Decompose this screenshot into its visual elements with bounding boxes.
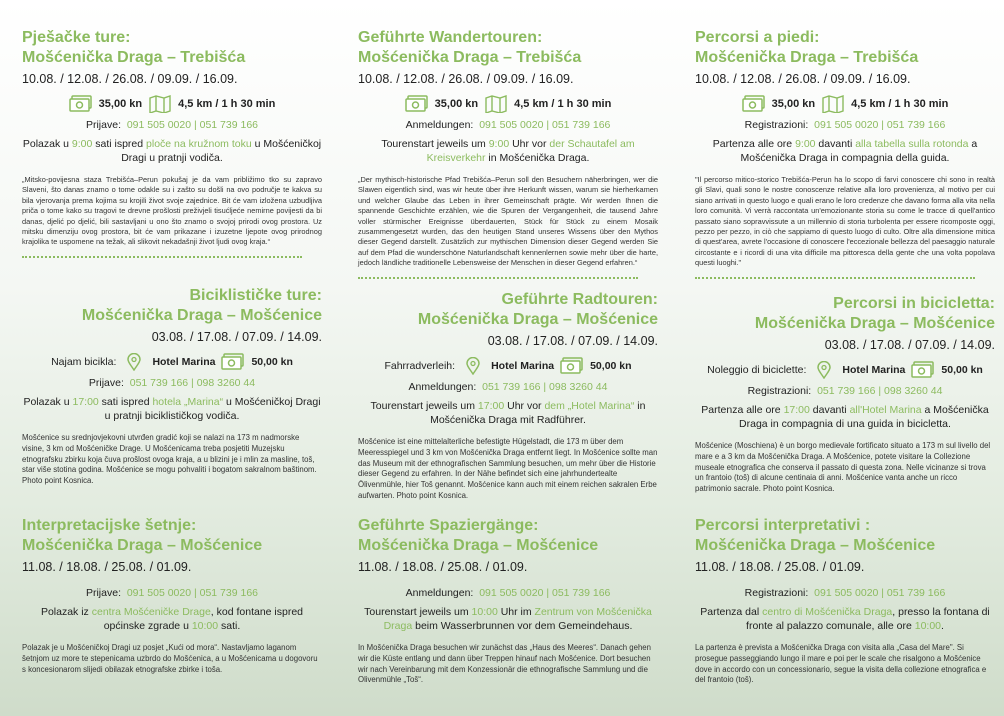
walk-dates: 10.08. / 12.08. / 26.08. / 09.09. / 16.09. (358, 72, 574, 86)
interp-dates: 11.08. / 18.08. / 25.08. / 01.09. (22, 560, 192, 574)
walk-info: 35,00 kn 4,5 km / 1 h 30 min (358, 93, 658, 115)
bike-description: Mošćenice su srednjovjekovni utvrđen gradić koji se nalazi na 173 m nadmorske visine, 3 km od Mošćeničke Drage. U Mošćenicama treba posjetiti Muzejsku etnografsku zbirku koja čuva prošlost ovoga kraja, a u blizini je i mlin za masline, toš, star više stotina godina. Mošćenice se mogu pohvaliti i bogatom sakralnom baštinom. Photo point Kosnica. (22, 433, 317, 486)
money-icon (742, 95, 766, 113)
bike-rental: Fahrradverleih: Hotel Marina 50,00 kn (358, 355, 658, 377)
bike-title: Percorsi in bicicletta: Mošćenička Draga – Mošćenice (754, 295, 995, 332)
interp-dates: 11.08. / 18.08. / 25.08. / 01.09. (695, 560, 865, 574)
walk-start-info: Partenza alle ore 9:00 davanti alla tabella sulla rotonda a Mošćenička Draga in compagnia della guida. (712, 138, 978, 164)
walk-title: Percorsi a piedi: Mošćenička Draga – Trebišća (695, 29, 919, 66)
walk-dates: 10.08. / 12.08. / 26.08. / 09.09. / 16.09. (695, 72, 911, 86)
column-croatian (22, 28, 322, 708)
divider (22, 256, 302, 258)
interp-start-info: Polazak iz centra Mošćeničke Drage, kod fontane ispred općinske zgrade u 10:00 sati. (40, 606, 304, 632)
walk-section (358, 28, 658, 279)
phone-numbers[interactable]: 051 739 166 | 098 3260 44 (129, 377, 256, 389)
location-pin-icon (122, 353, 146, 371)
bike-registration: Registrazioni: 051 739 166 | 098 3260 44 (747, 385, 943, 397)
bike-dates: 03.08. / 17.08. / 07.09. / 14.09. (824, 338, 995, 352)
bike-registration: Prijave: 051 739 166 | 098 3260 44 (88, 377, 256, 389)
bike-title: Biciklističke ture: Mošćenička Draga – Mošćenice (81, 287, 322, 324)
interp-registration: Registrazioni: 091 505 0020 | 051 739 166 (744, 587, 946, 599)
bike-description: Mošćenice ist eine mittelalterliche befestigte Hügelstadt, die 173 m über dem Meeresspiegel und 3 km von Mošćenička Draga entfernt liegt. In Mošćenice sollte man das Museum mit der ethnografischen Sammlung besuchen, um mehr über die Historie dieser Gegend zu erfahren. In der Nähe befindet sich eine jahrhundertealte Ölivenmühle, hier Toš genannt. Mošćenice kann auch mit einem reichen sakralen Erbe aufwarten. Photo point Kosnica. (358, 437, 658, 500)
map-icon (148, 95, 172, 113)
interp-title: Percorsi interpretativi : Mošćenička Draga – Mošćenice (695, 517, 936, 554)
money-icon (560, 357, 584, 375)
walk-title: Geführte Wandertouren: Mošćenička Draga – Trebišća (358, 29, 582, 66)
map-icon (821, 95, 845, 113)
interp-start-info: Tourenstart jeweils um 10:00 Uhr im Zentrum von Mošćenička Draga beim Wasserbrunnen vor dem Gemeindehaus. (364, 606, 652, 632)
interp-title: Interpretacijske šetnje: Mošćenička Draga – Mošćenice (22, 517, 263, 554)
map-icon (484, 95, 508, 113)
bike-registration: Anmeldungen: 051 739 166 | 098 3260 44 (408, 381, 608, 393)
column-german (358, 28, 658, 708)
bike-section (22, 286, 322, 487)
bike-start-info: Polazak u 17:00 sati ispred hotela „Marina“ u Mošćeničkoj Dragi u pratnji biciklističkog vodiča. (23, 396, 321, 422)
bike-dates: 03.08. / 17.08. / 07.09. / 14.09. (487, 334, 658, 348)
money-icon (405, 95, 429, 113)
interp-title: Geführte Spaziergänge: Mošćenička Draga – Mošćenice (358, 517, 599, 554)
interp-section (22, 516, 322, 675)
money-icon (69, 95, 93, 113)
interp-section (695, 516, 995, 686)
walk-description: "Il percorso mitico-storico Trebišća-Perun ha lo scopo di farvi conoscere chi sono in realtà gli Slavi, quali sono le nostre conoscenze relative alla loro provenienza, al motivo per cui siano arrivati in questo luogo e quali erano le loro credenze che davano forma alla vita nella loro comunità. Vi verrà raccontata un'emozionante storia su come le tracce di quell'antico passato siano sopravvissute a un millennio di storia turbolenta per essere ricomposte oggi, pezzo per pezzo, in ciò che sappiamo di questo luogo di culto. Oltre alla dimensione mitica di quest'area, avrete l'occasione di conoscere l'eccezionale bellezza del paesaggio naturale circostante e i ricordi di una vita difficile ma pittoresca della gente che una volta popolava questi luoghi." (695, 175, 995, 268)
interp-description: La partenza è prevista a Mošćenička Draga con visita alla „Casa del Mare". Si prosegue passeggiando lungo il mare e poi per le scale che risalgono a Mošćenice dove in accordo con un concessionario, segue la visita della collezione etnografica e del frantoio (toš). (695, 643, 987, 685)
walk-title: Pješačke ture: Mošćenička Draga – Trebišća (22, 29, 246, 66)
phone-numbers[interactable]: 091 505 0020 | 051 739 166 (126, 587, 259, 599)
bike-section (358, 290, 658, 502)
phone-numbers[interactable]: 091 505 0020 | 051 739 166 (814, 587, 946, 599)
location-pin-icon (461, 357, 485, 375)
interp-registration: Anmeldungen: 091 505 0020 | 051 739 166 (405, 587, 611, 599)
bike-rental: Noleggio di biciclette: Hotel Marina 50,00 kn (695, 359, 995, 381)
walk-section (695, 28, 995, 279)
bike-start-info: Partenza alle ore 17:00 davanti all'Hotel Marina a Mošćenička Draga in compagnia di una guida in bicicletta. (701, 404, 989, 430)
interp-description: Polazak je u Mošćeničkoj Dragi uz posjet „Kući od mora“. Nastavljamo laganom šetnjom uz more te stepenicama uzbrdo do Mošćenica, a u Mošćenicama u dogovoru s koncesionarom slijedi obilazak etnografske zbirke i toša. (22, 643, 318, 674)
divider (695, 277, 975, 279)
interp-section (358, 516, 658, 686)
bike-rental: Najam bicikla: Hotel Marina 50,00 kn (22, 351, 322, 373)
interp-registration: Prijave: 091 505 0020 | 051 739 166 (85, 587, 259, 599)
phone-numbers[interactable]: 091 505 0020 | 051 739 166 (479, 587, 611, 599)
money-icon (911, 361, 935, 379)
interp-start-info: Partenza dal centro di Mošćenička Draga, presso la fontana di fronte al palazzo comunale, alle ore 10:00. (700, 606, 990, 632)
walk-dates: 10.08. / 12.08. / 26.08. / 09.09. / 16.09. (22, 72, 238, 86)
walk-section (22, 28, 322, 258)
bike-section (695, 294, 995, 495)
phone-numbers[interactable]: 051 739 166 | 098 3260 44 (817, 385, 943, 397)
money-icon (221, 353, 245, 371)
interp-description: In Mošćenička Draga besuchen wir zunächst das „Haus des Meeres“. Danach gehen wir die Küste entlang und dann über Treppen hinauf nach Mošćenice. Dort besuchen wir nach Vereinbarung mit dem Konzessionär die ethnografische Sammlung und die Olivenmühle „Toš“. (358, 643, 651, 685)
phone-numbers[interactable]: 091 505 0020 | 051 739 166 (126, 119, 259, 131)
walk-registration: Anmeldungen: 091 505 0020 | 051 739 166 (405, 119, 611, 131)
walk-info: 35,00 kn 4,5 km / 1 h 30 min (22, 93, 322, 115)
location-pin-icon (812, 361, 836, 379)
walk-start-info: Tourenstart jeweils um 9:00 Uhr vor der Schautafel am Kreisverkehr in Mošćenička Draga. (381, 138, 635, 164)
divider (358, 277, 638, 279)
walk-description: „Der mythisch-historische Pfad Trebišća–Perun soll den Besuchern näherbringen, wer die Slawen eigentlich sind, was wir heute über ihre Herkunft wissen, warum sie hierherkamen und welcher Glaube das Leben in ihrer Gemeinschaft prägte. Wir werden Ihnen die spannende Geschichte erzählen, wie die Spuren der Vergangenheit, die tausend Jahre voller stürmischer Ereignisse überdauerten, Stück für Stück zu einem Mosaik zusammengesetzt wurden, das den heutigen Stand unseres Wissens über den Mythos dieser Gegend darstellt. Zusätzlich zur mythischen Dimension dieser Gegend werden Sie auf dem Pfad die wunderschöne Naturlandschaft kennenlernen sowie mehr über die harte, jedoch ländliche traditionelle Lebensweise der Menschen in dieser Gegend erfahren.“ (358, 175, 658, 268)
walk-description: „Mitsko-povijesna staza Trebišća–Perun pokušaj je da vam približimo tko su zapravo Slaveni, što danas znamo o tome odakle su i zašto su došli na ovo područje te kakva su bila vjerovanja prema kojima su krojili život svoje zajednice. Bit će vam izložena uzbudljiva priča o tome kako su tragovi te drevne prošlosti preživjeli tisućljeće nemirne povijesti da bi danas, djelić po djelić, bili sastavljani u ono što znamo o svojoj prirodi ovog prostora. Uz mitsku dimenziju ovog prostora, bit će vam prikazane i izuzetne ljepote ovog prirodnog krajolika te uspomene na težak, ali slikovit nekadašnji život ljudi ovog kraja.“ (22, 175, 322, 247)
bike-dates: 03.08. / 17.08. / 07.09. / 14.09. (151, 330, 322, 344)
walk-start-info: Polazak u 9:00 sati ispred ploče na kružnom toku u Mošćeničkoj Dragi u pratnji vodiča. (22, 138, 322, 164)
phone-numbers[interactable]: 051 739 166 | 098 3260 44 (482, 381, 608, 393)
bike-start-info: Tourenstart jeweils um 17:00 Uhr vor dem „Hotel Marina“ in Mošćenička Draga mit Radführer. (370, 400, 646, 426)
walk-info: 35,00 kn 4,5 km / 1 h 30 min (695, 93, 995, 115)
phone-numbers[interactable]: 091 505 0020 | 051 739 166 (479, 119, 611, 131)
column-italian (695, 28, 995, 708)
bike-description: Mošćenice (Moschiena) è un borgo medievale fortificato situato a 173 m sul livello del mare e a 3 km da Mošćenička Draga. A Mošćenice, potete visitare la Collezione museale etnografica che conserva il passato di questa zona. Nelle vicinanze si trova un frantoio (toš) di alcune centinaia di anni. Mošćenice vanta anche un ricco patrimonio sacrale. Photo point Kosnica. (695, 441, 991, 494)
phone-numbers[interactable]: 091 505 0020 | 051 739 166 (814, 119, 946, 131)
bike-title: Geführte Radtouren: Mošćenička Draga – Mošćenice (417, 291, 658, 328)
walk-registration: Prijave: 091 505 0020 | 051 739 166 (85, 119, 259, 131)
interp-dates: 11.08. / 18.08. / 25.08. / 01.09. (358, 560, 528, 574)
walk-registration: Registrazioni: 091 505 0020 | 051 739 166 (744, 119, 946, 131)
